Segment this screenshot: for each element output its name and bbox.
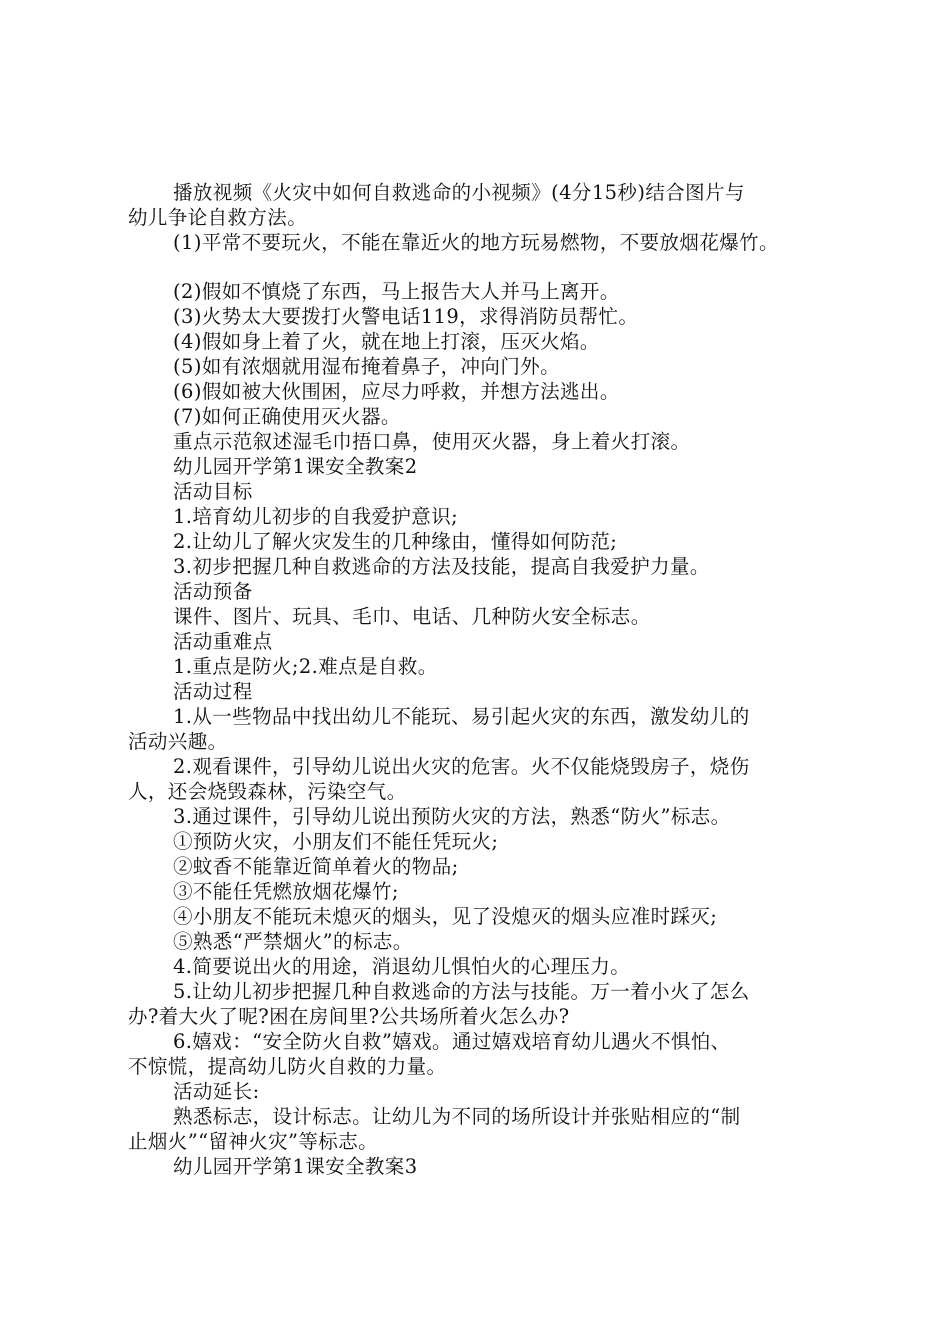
list-item: ④小朋友不能玩未熄灭的烟头，见了没熄灭的烟头应准时踩灭;	[173, 905, 718, 928]
list-item: (3)火势太大要拨打火警电话119，求得消防员帮忙。	[173, 305, 639, 328]
section-title: 幼儿园开学第1课安全教案3	[173, 1155, 418, 1178]
paragraph-line: 2.观看课件，引导幼儿说出火灾的危害。火不仅能烧毁房子，烧伤	[173, 755, 750, 778]
list-item: 3.初步把握几种自救逃命的方法及技能，提高自我爱护力量。	[173, 555, 710, 578]
section-heading: 活动延长:	[173, 1080, 260, 1103]
paragraph-line: 3.通过课件，引导幼儿说出预防火灾的方法，熟悉“防火”标志。	[173, 805, 731, 828]
paragraph-line: 1.从一些物品中找出幼儿不能玩、易引起火灾的东西，激发幼儿的	[173, 705, 750, 728]
paragraph-line: 熟悉标志，设计标志。让幼儿为不同的场所设计并张贴相应的“制	[173, 1105, 741, 1128]
paragraph-line: 5.让幼儿初步把握几种自救逃命的方法与技能。万一着小火了怎么	[173, 980, 750, 1003]
section-heading: 活动过程	[173, 680, 253, 703]
list-item: (2)假如不慎烧了东西，马上报告大人并马上离开。	[173, 280, 620, 303]
paragraph-line: 1.重点是防火;2.难点是自救。	[173, 655, 438, 678]
list-item: (6)假如被大伙围困，应尽力呼救，并想方法逃出。	[173, 380, 620, 403]
paragraph-line: 幼儿争论自救方法。	[128, 206, 308, 229]
list-item: 2.让幼儿了解火灾发生的几种缘由，懂得如何防范;	[173, 530, 618, 553]
section-heading: 活动重难点	[173, 630, 273, 653]
list-item: ⑤熟悉“严禁烟火”的标志。	[173, 930, 413, 953]
paragraph-line: 办?着大火了呢?困在房间里?公共场所着火怎么办?	[128, 1005, 570, 1028]
list-item: (1)平常不要玩火，不能在靠近火的地方玩易燃物，不要放烟花爆竹。	[173, 231, 779, 254]
list-item: ②蚊香不能靠近简单着火的物品;	[173, 855, 459, 878]
paragraph-line: 6.嬉戏：“安全防火自救”嬉戏。通过嬉戏培育幼儿遇火不惧怕、	[173, 1030, 731, 1053]
list-item: ①预防火灾，小朋友们不能任凭玩火;	[173, 830, 499, 853]
paragraph-line: 不惊慌，提高幼儿防火自救的力量。	[128, 1055, 447, 1078]
list-item: (5)如有浓烟就用湿布掩着鼻子，冲向门外。	[173, 355, 561, 378]
list-item: (4)假如身上着了火，就在地上打滚，压灭火焰。	[173, 330, 600, 353]
paragraph-line: 重点示范叙述湿毛巾捂口鼻，使用灭火器，身上着火打滚。	[173, 430, 691, 453]
list-item: (7)如何正确使用灭火器。	[173, 405, 401, 428]
list-item: 1.培育幼儿初步的自我爱护意识;	[173, 505, 459, 528]
list-item: ③不能任凭燃放烟花爆竹;	[173, 880, 399, 903]
paragraph-line: 课件、图片、玩具、毛巾、电话、几种防火安全标志。	[173, 605, 651, 628]
paragraph-line: 人，还会烧毁森林，污染空气。	[128, 780, 407, 803]
paragraph-line: 止烟火”“留神火灾”等标志。	[128, 1130, 379, 1153]
paragraph-line: 4.简要说出火的用途，消退幼儿惧怕火的心理压力。	[173, 955, 631, 978]
paragraph-line: 播放视频《火灾中如何自救逃命的小视频》(4分15秒)结合图片与	[173, 181, 745, 204]
section-heading: 活动目标	[173, 480, 253, 503]
section-title: 幼儿园开学第1课安全教案2	[173, 455, 418, 478]
section-heading: 活动预备	[173, 580, 253, 603]
paragraph-line: 活动兴趣。	[128, 730, 228, 753]
